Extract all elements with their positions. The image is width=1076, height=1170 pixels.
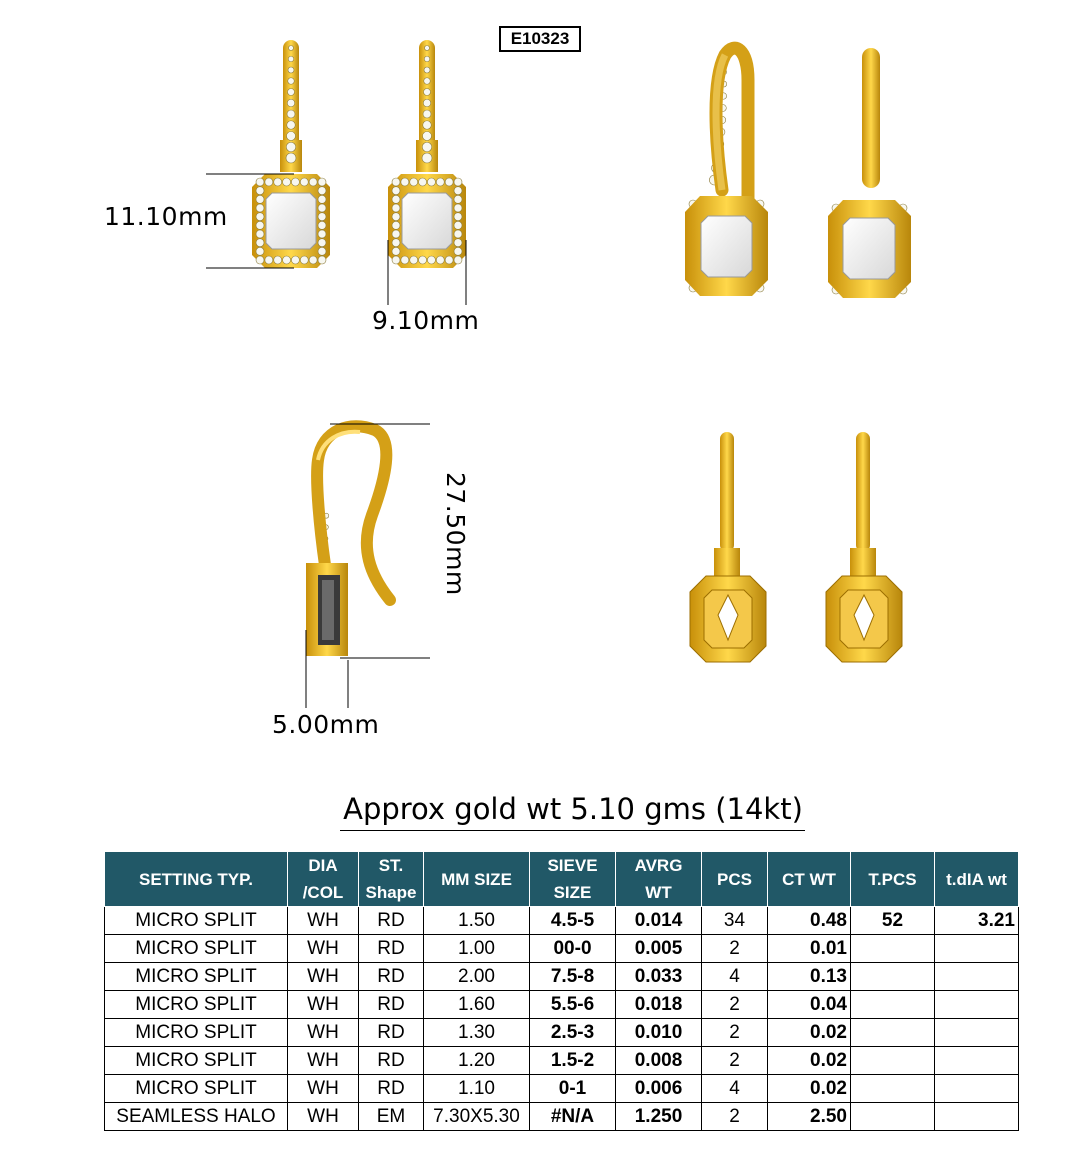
header-pcs: PCS (702, 852, 768, 907)
table-row (105, 1047, 1019, 1075)
cell-mm-size: 7.30X5.30 (424, 1103, 530, 1131)
cell-t-pcs (851, 1019, 935, 1047)
table-row (105, 991, 1019, 1019)
cell-t-pcs (851, 1075, 935, 1103)
cell-t-dia-wt (935, 935, 1019, 963)
cell-ct-wt: 0.01 (768, 935, 851, 963)
cell-setting: MICRO SPLIT (105, 1019, 288, 1047)
cell-setting: SEAMLESS HALO (105, 1103, 288, 1131)
cell-ct-wt: 2.50 (768, 1103, 851, 1131)
cell-pcs: 2 (702, 935, 768, 963)
cell-dia-col: WH (288, 907, 359, 935)
cell-t-pcs: 52 (851, 907, 935, 935)
cell-sieve: 4.5-5 (530, 907, 616, 935)
cell-ct-wt: 0.02 (768, 1047, 851, 1075)
cell-mm-size: 1.50 (424, 907, 530, 935)
cell-avrg-wt: 0.010 (616, 1019, 702, 1047)
cell-t-dia-wt (935, 991, 1019, 1019)
header-t-dia-wt: t.dIA wt (935, 852, 1019, 907)
table-row (105, 935, 1019, 963)
table-header-row (105, 852, 1019, 907)
cell-t-pcs (851, 1103, 935, 1131)
cell-setting: MICRO SPLIT (105, 963, 288, 991)
cell-mm-size: 1.20 (424, 1047, 530, 1075)
cell-avrg-wt: 0.005 (616, 935, 702, 963)
length-dimension: 27.50mm (441, 472, 470, 596)
cell-pcs: 2 (702, 1019, 768, 1047)
height-dimension: 11.10mm (104, 202, 228, 231)
cell-t-dia-wt (935, 963, 1019, 991)
cell-setting: MICRO SPLIT (105, 1047, 288, 1075)
cell-setting: MICRO SPLIT (105, 935, 288, 963)
header-sieve: SIEVE SIZE (530, 852, 616, 907)
header-dia-col: DIA /COL (288, 852, 359, 907)
table-row (105, 1019, 1019, 1047)
cell-mm-size: 1.30 (424, 1019, 530, 1047)
cell-dia-col: WH (288, 1075, 359, 1103)
header-avrg: AVRG WT (616, 852, 702, 907)
cell-shape: RD (359, 1019, 424, 1047)
cell-t-pcs (851, 935, 935, 963)
cell-t-pcs (851, 991, 935, 1019)
cell-avrg-wt: 0.018 (616, 991, 702, 1019)
cell-dia-col: WH (288, 1019, 359, 1047)
cell-sieve: #N/A (530, 1103, 616, 1131)
cell-sieve: 2.5-3 (530, 1019, 616, 1047)
cell-pcs: 2 (702, 1103, 768, 1131)
cell-shape: RD (359, 1047, 424, 1075)
cell-ct-wt: 0.04 (768, 991, 851, 1019)
cell-shape: RD (359, 907, 424, 935)
cell-setting: MICRO SPLIT (105, 907, 288, 935)
cell-t-pcs (851, 1047, 935, 1075)
cell-pcs: 2 (702, 1047, 768, 1075)
header-setting: SETTING TYP. (105, 852, 288, 907)
header-t-pcs: T.PCS (851, 852, 935, 907)
cell-mm-size: 1.60 (424, 991, 530, 1019)
header-mm-size: MM SIZE (424, 852, 530, 907)
gold-weight-title: Approx gold wt 5.10 gms (14kt) (343, 792, 803, 826)
cell-pcs: 34 (702, 907, 768, 935)
cell-dia-col: WH (288, 1047, 359, 1075)
cell-ct-wt: 0.02 (768, 1075, 851, 1103)
table-row (105, 907, 1019, 935)
header-st-shape: ST. Shape (359, 852, 424, 907)
cell-t-dia-wt (935, 1047, 1019, 1075)
cell-sieve: 5.5-6 (530, 991, 616, 1019)
cell-sieve: 0-1 (530, 1075, 616, 1103)
cell-pcs: 4 (702, 963, 768, 991)
cell-t-dia-wt (935, 1019, 1019, 1047)
product-code: E10323 (499, 26, 581, 52)
cell-avrg-wt: 0.006 (616, 1075, 702, 1103)
cell-ct-wt: 0.48 (768, 907, 851, 935)
cell-sieve: 7.5-8 (530, 963, 616, 991)
cell-shape: RD (359, 963, 424, 991)
cell-avrg-wt: 0.014 (616, 907, 702, 935)
title-underline (340, 830, 805, 831)
table-row (105, 1103, 1019, 1131)
cell-avrg-wt: 0.033 (616, 963, 702, 991)
cell-t-dia-wt: 3.21 (935, 907, 1019, 935)
cell-t-dia-wt (935, 1075, 1019, 1103)
cell-avrg-wt: 0.008 (616, 1047, 702, 1075)
cell-mm-size: 1.00 (424, 935, 530, 963)
table-row (105, 1075, 1019, 1103)
cell-sieve: 1.5-2 (530, 1047, 616, 1075)
width-dimension: 9.10mm (372, 306, 480, 335)
cell-ct-wt: 0.02 (768, 1019, 851, 1047)
cell-dia-col: WH (288, 963, 359, 991)
cell-pcs: 2 (702, 991, 768, 1019)
cell-shape: RD (359, 991, 424, 1019)
depth-dimension: 5.00mm (272, 710, 380, 739)
cell-dia-col: WH (288, 991, 359, 1019)
cell-dia-col: WH (288, 935, 359, 963)
cell-ct-wt: 0.13 (768, 963, 851, 991)
cell-mm-size: 2.00 (424, 963, 530, 991)
cell-setting: MICRO SPLIT (105, 1075, 288, 1103)
header-ct-wt: CT WT (768, 852, 851, 907)
table-row (105, 963, 1019, 991)
cell-dia-col: WH (288, 1103, 359, 1131)
cell-shape: EM (359, 1103, 424, 1131)
cell-t-dia-wt (935, 1103, 1019, 1131)
cell-shape: RD (359, 935, 424, 963)
stone-spec-table (104, 851, 1019, 1131)
cell-avrg-wt: 1.250 (616, 1103, 702, 1131)
cell-sieve: 00-0 (530, 935, 616, 963)
cell-mm-size: 1.10 (424, 1075, 530, 1103)
cell-shape: RD (359, 1075, 424, 1103)
cell-pcs: 4 (702, 1075, 768, 1103)
cell-t-pcs (851, 963, 935, 991)
cell-setting: MICRO SPLIT (105, 991, 288, 1019)
